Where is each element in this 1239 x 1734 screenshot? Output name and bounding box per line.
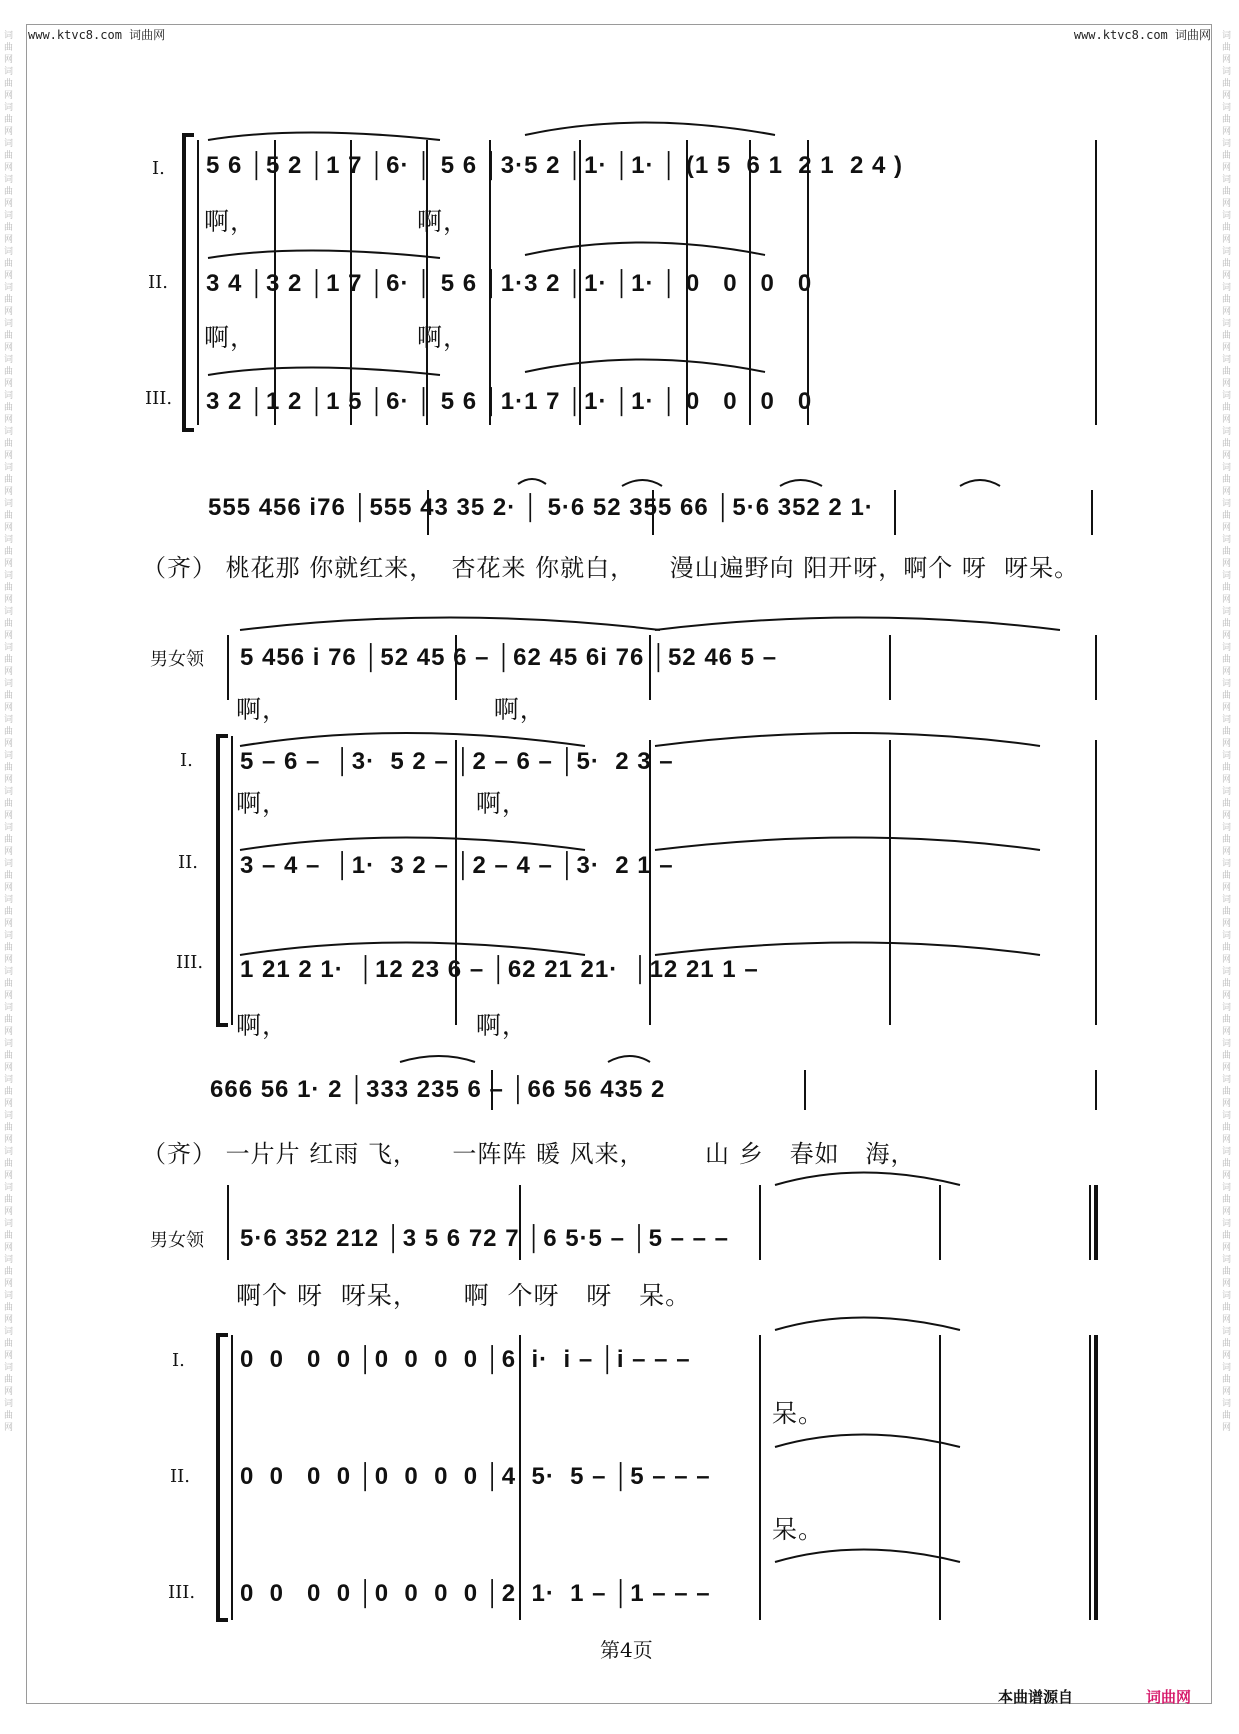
unison2-lyric: （齐） 一片片 红雨 飞， 一阵阵 暖 风来， 山 乡 春如 海， (142, 1140, 916, 1168)
voice1b-lyric: 啊， 啊， (236, 789, 528, 818)
part-label-1: I. (152, 158, 165, 179)
voice2-notes: 3 4 │3 2 │1 7 │6· │ 5 6 │1·3 2 │1· │1· │ 0 0 0 0 (206, 270, 813, 297)
part-label-2b: II. (178, 852, 198, 873)
part-label-3: III. (145, 388, 173, 409)
lead3-notes: 5·6 352 212 │3 5 6 72 7 │6 5·5 – │5 – – – (240, 1225, 729, 1252)
voice1c-notes: 0 0 0 0 │0 0 0 0 │6 i· i – │i – – – (240, 1346, 691, 1373)
part-label-3b: III. (176, 952, 204, 973)
voice3b-lyric: 啊， 啊， (236, 1011, 528, 1040)
voice3-notes: 3 2 │1 2 │1 5 │6· │ 5 6 │1·1 7 │1· │1· │ 0 0 0 0 (206, 388, 813, 415)
part-label-2c: II. (170, 1466, 190, 1487)
source-label: 本曲谱源自 (998, 1688, 1074, 1706)
part-label-1b: I. (180, 750, 193, 771)
voice3c-notes: 0 0 0 0 │0 0 0 0 │2 1· 1 – │1 – – – (240, 1580, 711, 1607)
voice1c-lyric: 呆。 (772, 1399, 825, 1428)
right-watermark-strip: 词曲网词曲网词曲网词曲网词曲网词曲网词曲网词曲网词曲网词曲网词曲网词曲网词曲网词曲网词曲网词曲网词曲网词曲网词曲网词曲网词曲网词曲网词曲网词曲网词曲网词曲网词曲网词曲网词曲网词曲网词曲网词曲网词曲网词曲网词曲网词曲网词曲网词曲网词曲网 (1222, 31, 1232, 1433)
unison1-notes: 555 456 i76 │555 43 35 2· │ 5·6 52 355 66 │5·6 352 2 1· (208, 494, 874, 521)
voice1-notes: 5 6 │5 2 │1 7 │6· │ 5 6 │3·5 2 │1· │1· │ (1 5 6 1 2 1 2 4 ) (206, 152, 903, 179)
source-site-link[interactable]: 词曲网 (1146, 1688, 1192, 1706)
part-label-3c: III. (168, 1582, 196, 1603)
lead-lyric: 啊， 啊， (236, 695, 546, 724)
voice2c-notes: 0 0 0 0 │0 0 0 0 │4 5· 5 – │5 – – – (240, 1463, 711, 1490)
voice2b-notes: 3 – 4 – │1· 3 2 – │2 – 4 – │3· 2 1 – (240, 852, 674, 879)
unison2-notes: 666 56 1· 2 │333 235 6 – │66 56 435 2 (210, 1076, 666, 1103)
left-watermark-strip: 词曲网词曲网词曲网词曲网词曲网词曲网词曲网词曲网词曲网词曲网词曲网词曲网词曲网词曲网词曲网词曲网词曲网词曲网词曲网词曲网词曲网词曲网词曲网词曲网词曲网词曲网词曲网词曲网词曲网词曲网词曲网词曲网词曲网词曲网词曲网词曲网词曲网词曲网词曲网 (4, 31, 14, 1433)
voice1-lyric: 啊， 啊， (204, 207, 470, 236)
part-label-1c: I. (172, 1350, 185, 1371)
unison1-lyric: （齐） 桃花那 你就红来， 杏花来 你就白， 漫山遍野向 阳开呀，啊个 呀 呀呆。 (142, 554, 1080, 582)
page-number: 第4页 (600, 1638, 653, 1662)
lead-label-3: 男女领 (150, 1230, 204, 1251)
lead-label: 男女领 (150, 649, 204, 670)
voice1b-notes: 5 – 6 – │3· 5 2 – │2 – 6 – │5· 2 3 – (240, 748, 674, 775)
header-right-site: www.ktvc8.com 词曲网 (1073, 28, 1211, 42)
lead3-lyric: 啊个 呀 呀呆， 啊 个呀 呀 呆。 (236, 1281, 692, 1310)
header-left-site: www.ktvc8.com 词曲网 (28, 28, 166, 42)
voice3b-notes: 1 21 2 1· │12 23 6 – │62 21 21· │12 21 1 – (240, 956, 759, 983)
lead-notes: 5 456 i 76 │52 45 6 – │62 45 6i 76 │52 46 5 – (240, 644, 778, 671)
part-label-2: II. (148, 272, 168, 293)
voice2-lyric: 啊， 啊， (204, 323, 470, 352)
voice2c-lyric: 呆。 (772, 1515, 825, 1544)
